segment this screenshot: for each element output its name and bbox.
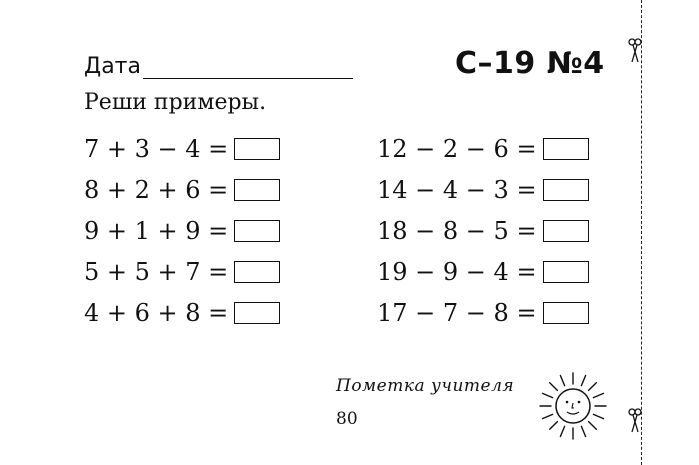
exercise-row: [377, 169, 589, 210]
instruction-text: Реши примеры.: [84, 90, 267, 115]
exercise-row: [84, 251, 280, 292]
exercise-row: [84, 169, 280, 210]
exercise-expression: 4 + 6 + 8 =: [84, 298, 229, 327]
date-label: Дата: [84, 54, 141, 79]
exercise-row: [84, 128, 280, 169]
sun-face-icon[interactable]: [535, 368, 611, 444]
teacher-note-label: Пометка учителя: [336, 376, 515, 396]
page-number: 80: [336, 409, 358, 429]
answer-box[interactable]: [543, 261, 589, 283]
left-exercise-column: [84, 128, 280, 333]
exercise-expression: 17 − 7 − 8 =: [377, 298, 537, 327]
answer-box[interactable]: [234, 261, 280, 283]
right-exercise-column: [377, 128, 589, 333]
exercise-row: [377, 251, 589, 292]
date-field: [84, 54, 353, 79]
answer-box[interactable]: [234, 220, 280, 242]
answer-box[interactable]: [234, 179, 280, 201]
exercise-row: [377, 128, 589, 169]
answer-box[interactable]: [543, 179, 589, 201]
answer-box[interactable]: [234, 138, 280, 160]
exercise-expression: 12 − 2 − 6 =: [377, 134, 537, 163]
exercise-row: [377, 292, 589, 333]
date-blank-line[interactable]: [143, 58, 353, 79]
exercise-expression: 8 + 2 + 6 =: [84, 175, 229, 204]
answer-box[interactable]: [234, 302, 280, 324]
exercise-expression: 7 + 3 − 4 =: [84, 134, 229, 163]
cut-line: [641, 0, 642, 465]
exercise-row: [84, 210, 280, 251]
answer-box[interactable]: [543, 138, 589, 160]
exercise-row: [377, 210, 589, 251]
exercise-row: [84, 292, 280, 333]
answer-box[interactable]: [543, 220, 589, 242]
exercise-expression: 9 + 1 + 9 =: [84, 216, 229, 245]
exercise-expression: 18 − 8 − 5 =: [377, 216, 537, 245]
exercise-expression: 14 − 4 − 3 =: [377, 175, 537, 204]
scissors-icon: [628, 38, 642, 64]
worksheet-code: С–19 №4: [455, 46, 605, 81]
exercise-expression: 5 + 5 + 7 =: [84, 257, 229, 286]
answer-box[interactable]: [543, 302, 589, 324]
exercise-expression: 19 − 9 − 4 =: [377, 257, 537, 286]
scissors-icon: [628, 408, 642, 434]
